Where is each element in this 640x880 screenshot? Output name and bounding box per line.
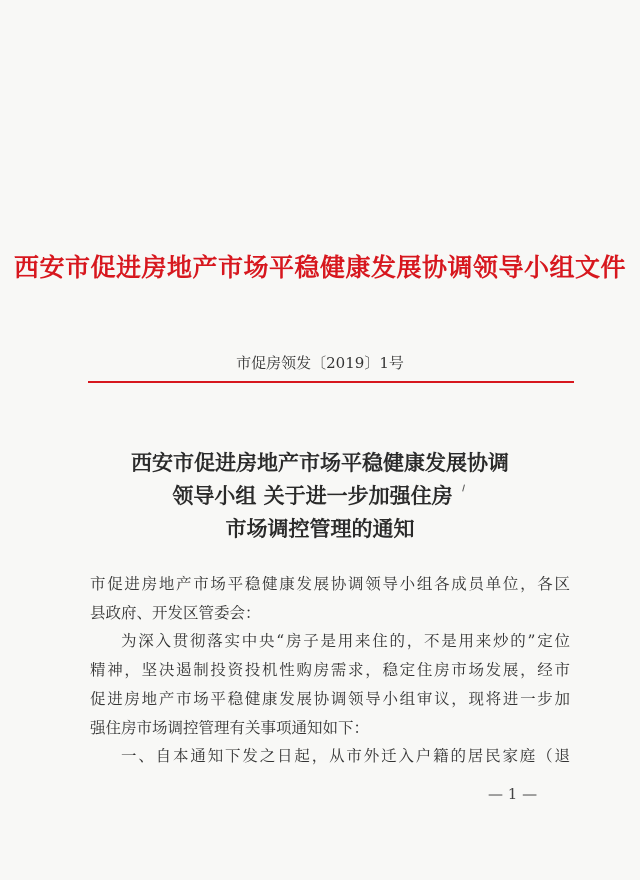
body-line-6: 强住房市场调控管理有关事项通知如下： bbox=[90, 718, 370, 737]
title-line-2 bbox=[0, 479, 640, 512]
title-line-3: 市场调控管理的通知 bbox=[225, 516, 415, 541]
title-line-2-text: 领导小组 关于进一步加强住房 bbox=[172, 483, 453, 508]
body-line-4: 精神，坚决遏制投资投机性购房需求，稳定住房市场发展，经市 bbox=[90, 661, 570, 680]
body-line-7: 一、自本通知下发之日起，从市外迁入户籍的居民家庭（退 bbox=[121, 747, 570, 766]
body-line-1: 市促进房地产市场平稳健康发展协调领导小组各成员单位，各区 bbox=[90, 575, 570, 593]
document-number: 市促房领发〔2019〕1号 bbox=[236, 354, 404, 372]
document-body bbox=[90, 570, 570, 771]
body-line-2: 县政府、开发区管委会： bbox=[90, 603, 261, 622]
red-divider-line bbox=[88, 381, 574, 383]
body-line-5: 促进房地产市场平稳健康发展协调领导小组审议，现将进一步加 bbox=[90, 689, 570, 708]
issuer-header: 西安市促进房地产市场平稳健康发展协调领导小组文件 bbox=[13, 253, 626, 282]
page-number: — 1 — bbox=[488, 785, 538, 803]
stray-mark bbox=[462, 484, 469, 492]
body-line-3: 为深入贯彻落实中央“房子是用来住的，不是用来炒的”定位 bbox=[121, 632, 570, 651]
document-title bbox=[0, 446, 640, 545]
title-line-1: 西安市促进房地产市场平稳健康发展协调 bbox=[131, 450, 509, 475]
